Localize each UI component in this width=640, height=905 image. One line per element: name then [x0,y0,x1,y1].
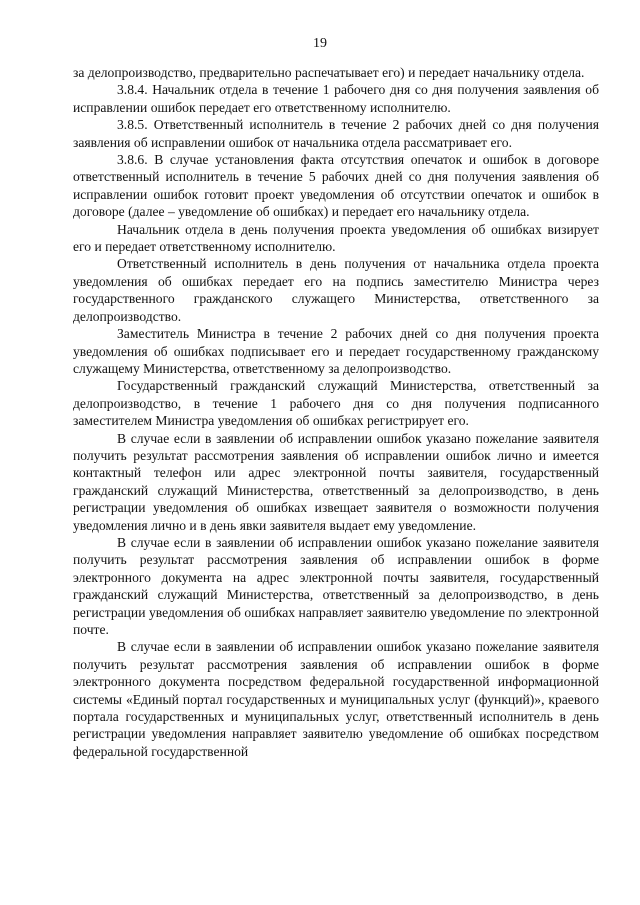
paragraph-civil-servant-registration: Государственный гражданский служащий Министерства, ответственный за делопроизводство, в течение 1 рабочего дня со дня получения подписанного заместителем Министра уведомления об ошибках регистрирует его. [73,378,599,429]
page-number: 19 [313,36,327,51]
paragraph-email-receipt: В случае если в заявлении об исправлении ошибок указано пожелание заявителя получить результат рассмотрения заявления об исправлении ошибок в форме электронного документа на адрес электронной почты заявителя, государственный гражданский служащий Министерства, ответственный за делопроизводство, в день регистрации уведомления об ошибках направляет заявителю уведомление по электронной почте. [73,534,599,637]
paragraph-department-head: Начальник отдела в день получения проекта уведомления об ошибках визирует его и передает ответственному исполнителю. [73,221,599,255]
paragraph-deputy-minister: Заместитель Министра в течение 2 рабочих дней со дня получения проекта уведомления об ошибках подписывает его и передает государственному гражданскому служащему Министерства, ответственному за делопроизводство. [73,326,599,376]
document-body [73,64,599,760]
paragraph-personal-receipt: В случае если в заявлении об исправлении ошибок указано пожелание заявителя получить результат рассмотрения заявления об исправлении ошибок лично и имеется контактный телефон или адрес электронной почты заявителя, государственный гражданский служащий Министерства, ответственный за делопроизводство, в день регистрации уведомления об ошибках извещает заявителя о возможности получения уведомления лично и в день явки заявителя выдает ему уведомление. [73,430,599,533]
paragraph-responsible-executor: Ответственный исполнитель в день получения от начальника отдела проекта уведомления об ошибках передает его на подпись заместителю Министра через государственного гражданского служащего Министерства, ответственного за делопроизводство. [73,256,599,324]
paragraph-3-8-6: 3.8.6. В случае установления факта отсутствия опечаток и ошибок в договоре ответственный исполнитель в течение 5 рабочих дней со дня получения заявления об исправлении ошибок готовит проект уведомления об отсутствии опечаток и ошибок в договоре (далее – уведомление об ошибках) и передает его начальнику отдела. [73,152,599,220]
paragraph-3-8-5: 3.8.5. Ответственный исполнитель в течение 2 рабочих дней со дня получения заявления об исправлении ошибок от начальника отдела рассматривает его. [73,117,599,150]
paragraph-portal-receipt: В случае если в заявлении об исправлении ошибок указано пожелание заявителя получить результат рассмотрения заявления об исправлении ошибок в форме электронного документа посредством федеральной государственной информационной системы «Единый портал государственных и муниципальных услуг (функций)», краевого портала государственных и муниципальных услуг, ответственный исполнитель в день регистрации уведомления направляет заявителю уведомление об ошибках посредством федеральной государственной [73,639,599,759]
paragraph-continuation: за делопроизводство, предварительно распечатывает его) и передает начальнику отдела. [73,65,585,80]
paragraph-3-8-4: 3.8.4. Начальник отдела в течение 1 рабочего дня со дня получения заявления об исправлении ошибок передает его ответственному исполнителю. [73,82,599,115]
